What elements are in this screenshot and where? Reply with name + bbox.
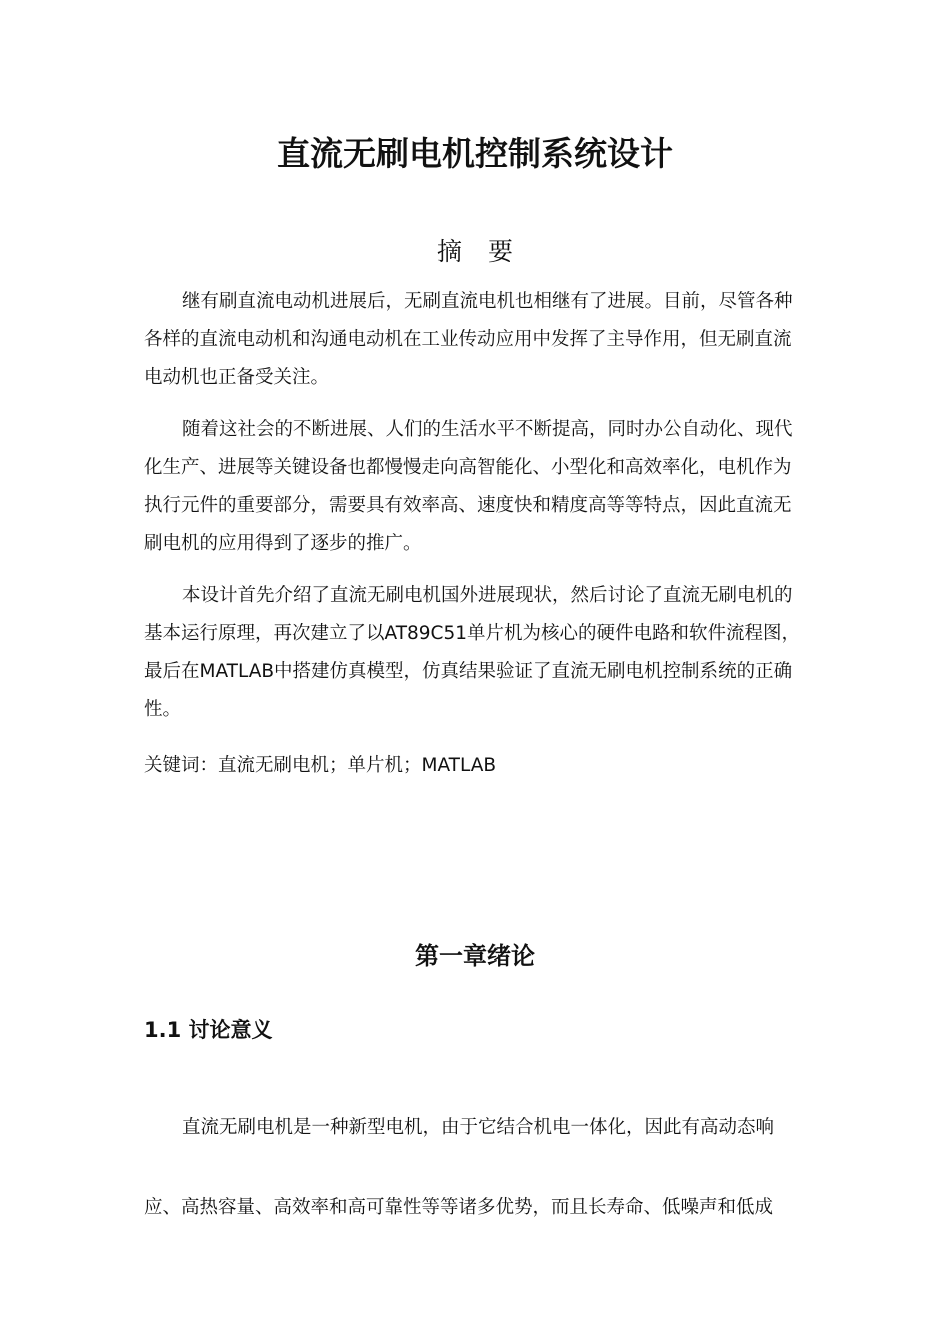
abstract-body xyxy=(144,283,809,743)
section-body xyxy=(144,1088,809,1248)
section-paragraph: 直流无刷电机是一种新型电机，由于它结合机电一体化，因此有高动态响应、高热容量、高效率和高可靠性等等诸多优势，而且长寿命、低噪声和低成 xyxy=(144,1117,775,1218)
keywords-line: 关键词：直流无刷电机；单片机；MATLAB xyxy=(144,755,497,776)
document-title: 直流无刷电机控制系统设计 xyxy=(277,134,673,173)
abstract-paragraph-3: 本设计首先介绍了直流无刷电机国外进展现状，然后讨论了直流无刷电机的基本运行原理，再次建立了以AT89C51单片机为核心的硬件电路和软件流程图，最后在MATLAB中搭建仿真模型，仿真结果验证了直流无刷电机控制系统的正确性。 xyxy=(144,585,801,720)
section-heading: 1.1 讨论意义 xyxy=(144,1018,273,1042)
abstract-heading: 摘 要 xyxy=(437,237,513,266)
abstract-paragraph-2: 随着这社会的不断进展、人们的生活水平不断提高，同时办公自动化、现代化生产、进展等关键设备也都慢慢走向高智能化、小型化和高效率化，电机作为执行元件的重要部分，需要具有效率高、速度快和精度高等等特点，因此直流无刷电机的应用得到了逐步的推广。 xyxy=(144,419,793,554)
chapter-heading: 第一章绪论 xyxy=(415,942,535,970)
abstract-paragraph-1: 继有刷直流电动机进展后，无刷直流电机也相继有了进展。目前，尽管各种各样的直流电动机和沟通电动机在工业传动应用中发挥了主导作用，但无刷直流电动机也正备受关注。 xyxy=(144,291,793,388)
